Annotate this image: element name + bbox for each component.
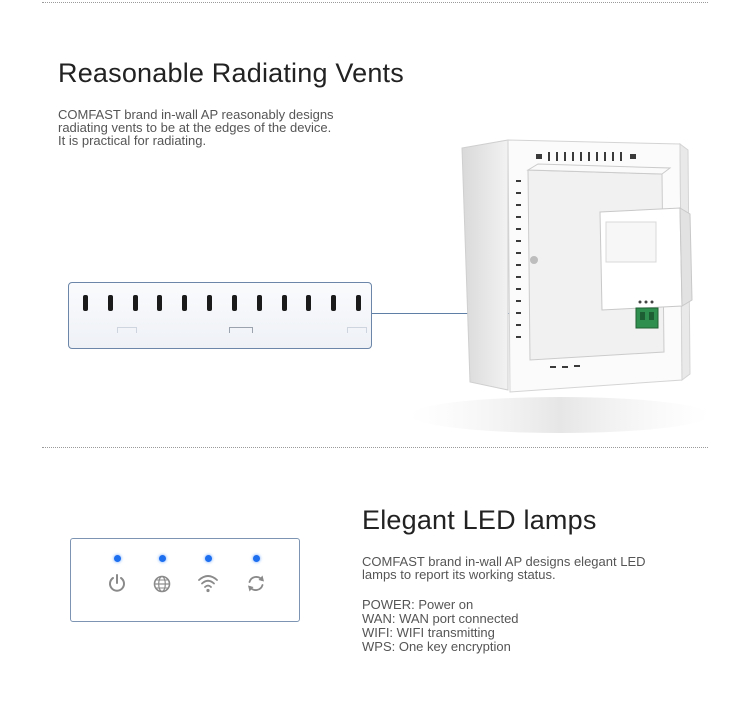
vent-slot [282, 295, 287, 311]
wifi-led-light [205, 555, 212, 562]
vent-slot [306, 295, 311, 311]
vent-notch-center [229, 327, 253, 333]
top-divider [42, 2, 708, 3]
led-status-power: POWER: Power on [362, 597, 474, 612]
led-status-wifi: WIFI: WIFI transmitting [362, 625, 495, 640]
vents-heading: Reasonable Radiating Vents [58, 58, 404, 88]
led-panel [70, 538, 300, 622]
vent-slot [182, 295, 187, 311]
leds-heading: Elegant LED lamps [362, 505, 597, 535]
vent-slot [83, 295, 88, 311]
wifi-icon [197, 572, 219, 594]
vent-slot [133, 295, 138, 311]
power-led-light [114, 555, 121, 562]
power-icon [106, 572, 128, 594]
power-led [98, 553, 138, 603]
wps-led-light [253, 555, 260, 562]
vent-slot [232, 295, 237, 311]
vent-notch-left [117, 327, 137, 333]
vent-slot [157, 295, 162, 311]
vent-slot [257, 295, 262, 311]
vents-description: COMFAST brand in-wall AP reasonably designs radiating vents to be at the edges of the device. It is practical for radiating. [58, 107, 334, 148]
vent-slot [207, 295, 212, 311]
access-point-device-image [400, 130, 710, 440]
wps-led [237, 553, 277, 603]
vent-slot [108, 295, 113, 311]
wan-led-light [159, 555, 166, 562]
middle-divider [42, 447, 708, 448]
led-status-list [362, 598, 519, 654]
wifi-led [189, 553, 229, 603]
globe-icon [151, 572, 173, 594]
vent-slot [356, 295, 361, 311]
led-status-wan: WAN: WAN port connected [362, 611, 519, 626]
wan-led [143, 553, 183, 603]
vent-closeup [68, 282, 372, 349]
vent-slot [331, 295, 336, 311]
vent-notch-right [347, 327, 367, 333]
leds-description: COMFAST brand in-wall AP designs elegant LED lamps to report its working status. [362, 554, 646, 582]
led-status-wps: WPS: One key encryption [362, 639, 511, 654]
sync-icon [245, 572, 267, 594]
